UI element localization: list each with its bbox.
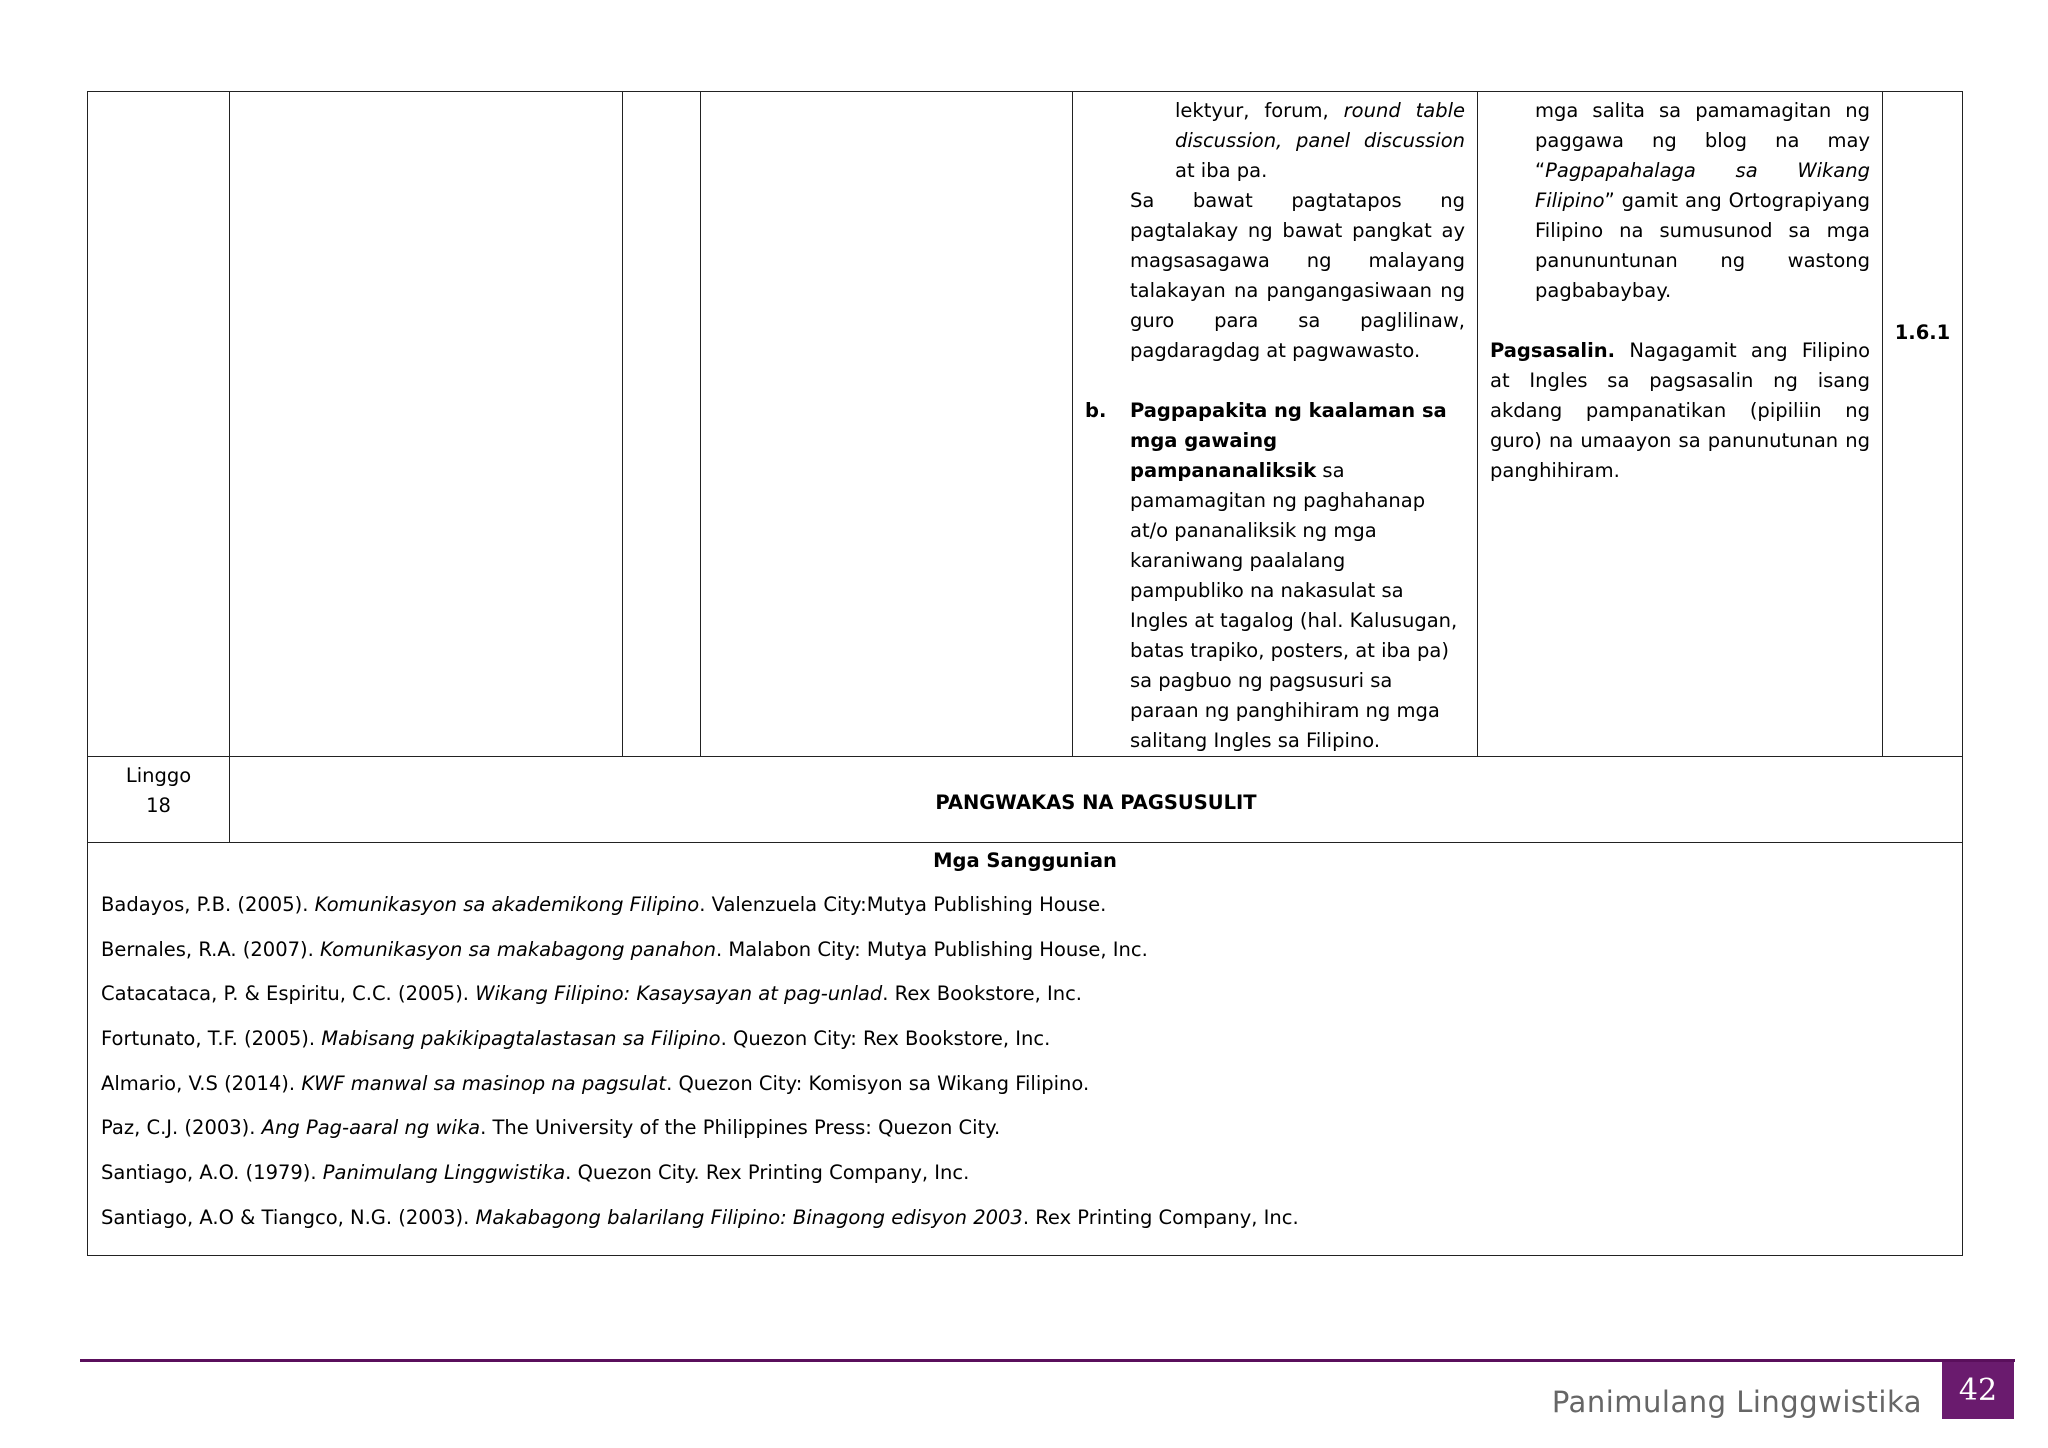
references-list <box>101 890 1949 1233</box>
reference-item: Paz, C.J. (2003). Ang Pag-aaral ng wika. The University of the Philippines Press: Quezon City. <box>101 1116 1001 1140</box>
reference-item: Fortunato, T.F. (2005). Mabisang pakikipagtalastasan sa Filipino. Quezon City: Rex Bookstore, Inc. <box>101 1027 1051 1051</box>
competency-code: 1.6.1 <box>1894 321 1951 344</box>
table-row <box>88 757 1963 843</box>
final-exam-cell <box>230 757 1963 843</box>
reference-item: Santiago, A.O & Tiangco, N.G. (2003). Makabagong balarilang Filipino: Binagong edisyon 2003. Rex Printing Company, Inc. <box>101 1205 1299 1229</box>
week-label: Linggo <box>125 764 192 787</box>
table-row <box>88 92 1963 757</box>
footer-title: Panimulang Linggwistika <box>1551 1385 1922 1419</box>
reference-item: Badayos, P.B. (2005). Komunikasyon sa akademikong Filipino. Valenzuela City:Mutya Publishing House. <box>101 893 1107 916</box>
output-cell <box>1478 92 1883 757</box>
translation-output-paragraph: Pagsasalin. Nagagamit ang Filipino at Ingles sa pagsasalin ng isang akdang pampanatikan (pipiliin ng guro) na umaayon sa panunutunan ng panghihiram. <box>1490 339 1870 482</box>
list-marker: b. <box>1085 399 1107 422</box>
week-number: 18 <box>146 794 171 817</box>
activity-cell <box>1073 92 1478 757</box>
final-exam-title: PANGWAKAS NA PAGSUSULIT <box>935 791 1257 814</box>
blog-output-paragraph: mga salita sa pamamagitan ng paggawa ng blog na may “Pagpapahalaga sa Wikang Filipino” gamit ang Ortograpiyang Filipino na sumusunod sa mga panununtunan ng wastong pagbabaybay. <box>1535 99 1870 302</box>
curriculum-table <box>87 91 1963 1256</box>
week-column-cell <box>88 92 230 757</box>
code-cell <box>1883 92 1963 757</box>
content-standard-cell <box>230 92 623 757</box>
activity-discussion-paragraph: Sa bawat pagtatapos ng pagtalakay ng bawat pangkat ay magsasagawa ng malayang talakayan na pangangasiwaan ng guro para sa paglilinaw, pagdaragdag at pagwawasto. <box>1130 189 1465 362</box>
activity-a-continuation: lektyur, forum, round table discussion, panel discussion at iba pa. <box>1175 99 1465 182</box>
activity-item-b: b. Pagpapakita ng kaalaman sa mga gawaing pampananaliksik sa pamamagitan ng paghahanap at/o pananaliksik ng mga karaniwang paalalang pampubliko na nakasulat sa Ingles at tagalog (hal. Kalusugan, batas trapiko, posters, at iba pa) sa pagbuo ng pagsusuri sa paraan ng panghihiram ng mga salitang Ingles sa Filipino. <box>1073 396 1477 756</box>
narrow-column-cell <box>623 92 701 757</box>
reference-item: Bernales, R.A. (2007). Komunikasyon sa makabagong panahon. Malabon City: Mutya Publishing House, Inc. <box>101 937 1148 961</box>
references-title: Mga Sanggunian <box>933 849 1117 872</box>
reference-item: Almario, V.S (2014). KWF manwal sa masinop na pagsulat. Quezon City: Komisyon sa Wikang Filipino. <box>101 1071 1090 1095</box>
page-number: 42 <box>1958 1373 1998 1408</box>
reference-item: Santiago, A.O. (1979). Panimulang Linggwistika. Quezon City. Rex Printing Company, Inc. <box>101 1161 970 1185</box>
table-row <box>88 843 1963 1256</box>
page-number-badge <box>1942 1362 2014 1419</box>
competency-cell <box>701 92 1073 757</box>
references-cell <box>88 843 1963 1256</box>
reference-item: Catacataca, P. & Espiritu, C.C. (2005). Wikang Filipino: Kasaysayan at pag-unlad. Rex Bookstore, Inc. <box>101 982 1082 1006</box>
footer-divider <box>80 1359 2015 1362</box>
week-label-cell <box>88 757 230 843</box>
